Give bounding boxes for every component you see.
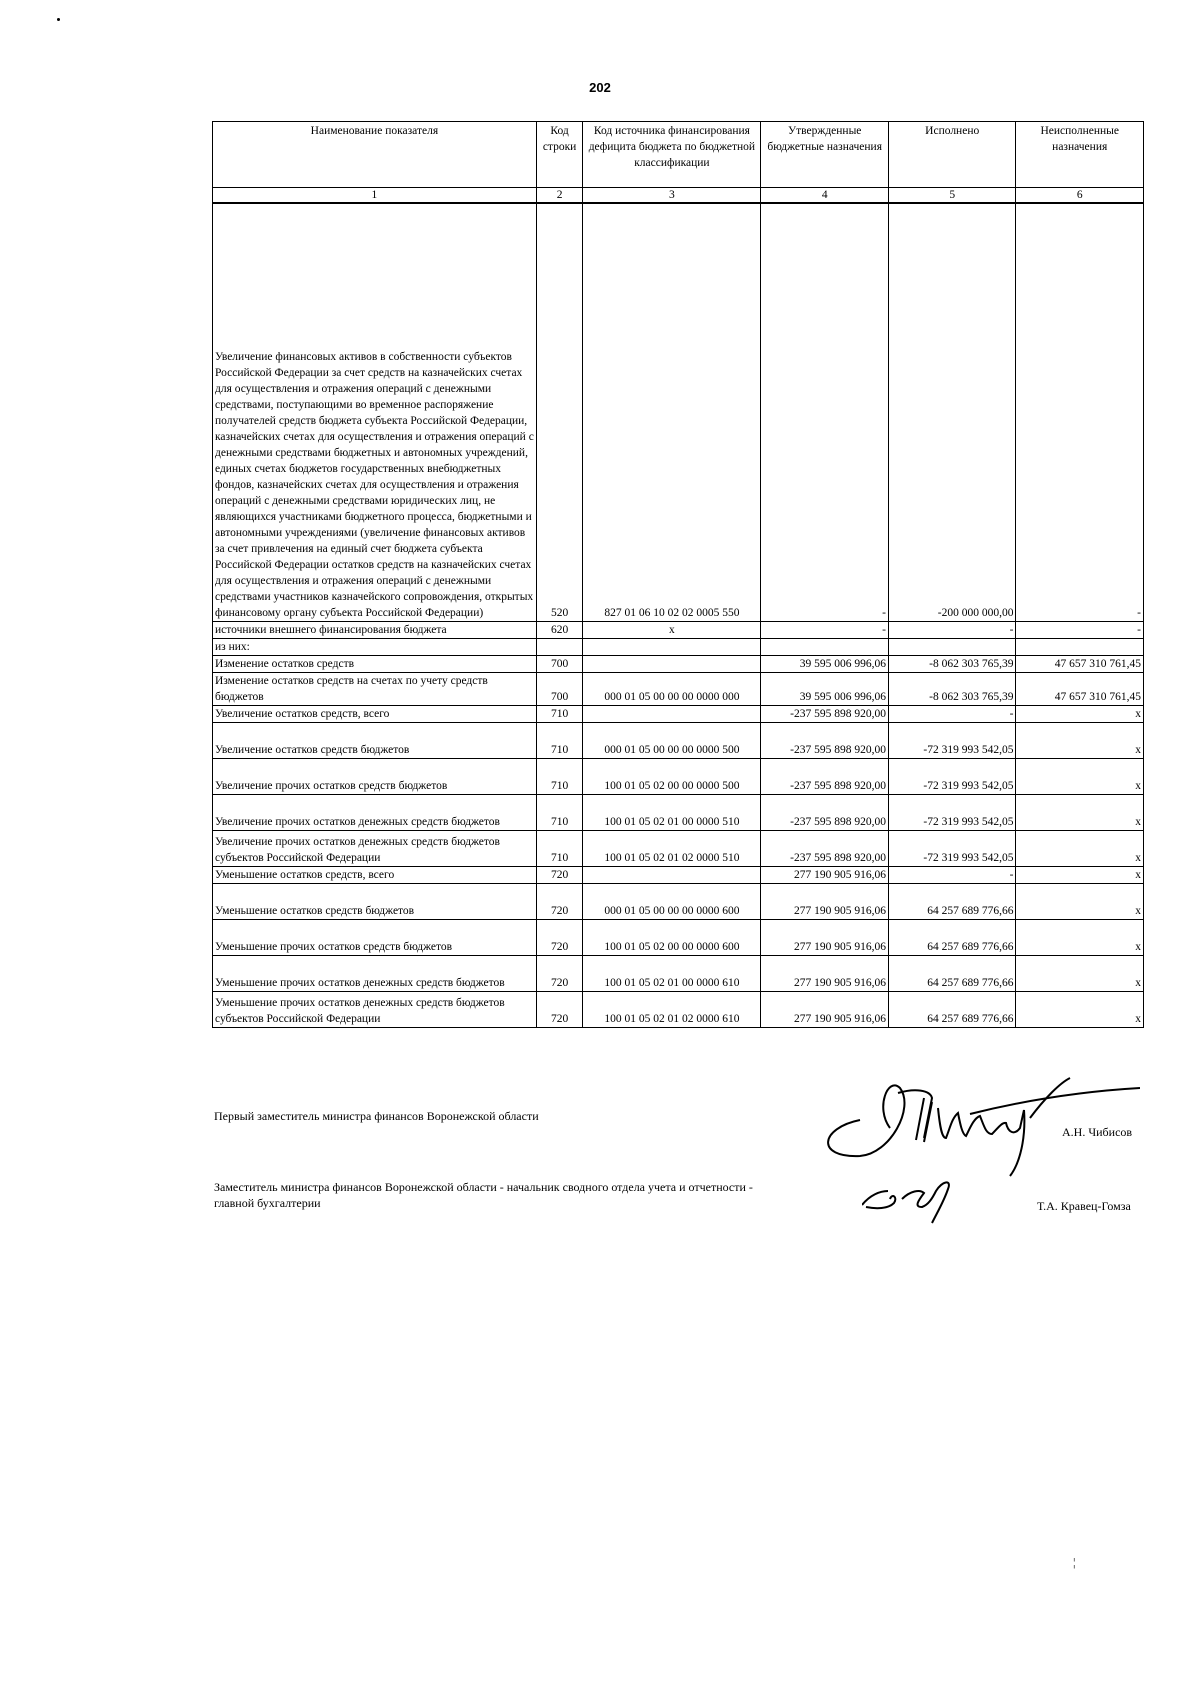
column-number: 2	[536, 188, 583, 204]
row-name: Увеличение прочих остатков средств бюджетов	[213, 758, 537, 794]
report-table	[212, 121, 1144, 1028]
row-executed: 64 257 689 776,66	[888, 883, 1016, 919]
row-name: Увеличение остатков средств, всего	[213, 705, 537, 722]
row-source	[583, 705, 761, 722]
row-code: 720	[536, 991, 583, 1027]
row-unexecuted: x	[1016, 991, 1144, 1027]
row-approved: 277 190 905 916,06	[761, 883, 889, 919]
row-executed: 64 257 689 776,66	[888, 991, 1016, 1027]
header-code: Код строки	[536, 122, 583, 188]
row-code: 710	[536, 705, 583, 722]
scan-dot	[57, 18, 60, 21]
row-source: 000 01 05 00 00 00 0000 500	[583, 722, 761, 758]
row-approved: -	[761, 203, 889, 621]
signature-kravets-gomza	[862, 1177, 972, 1227]
table-row	[213, 705, 1144, 722]
row-executed: -200 000 000,00	[888, 203, 1016, 621]
table-row	[213, 638, 1144, 655]
header-name: Наименование показателя	[213, 122, 537, 188]
row-code: 720	[536, 955, 583, 991]
column-number: 1	[213, 188, 537, 204]
row-executed: -72 319 993 542,05	[888, 758, 1016, 794]
row-approved: -237 595 898 920,00	[761, 758, 889, 794]
page-number: 202	[589, 80, 611, 95]
first-signatory-name: А.Н. Чибисов	[1062, 1125, 1133, 1139]
row-name: Увеличение прочих остатков денежных средств бюджетов	[213, 794, 537, 830]
row-source: x	[583, 621, 761, 638]
row-approved: 277 190 905 916,06	[761, 866, 889, 883]
row-unexecuted: x	[1016, 955, 1144, 991]
row-name: Уменьшение прочих остатков денежных средств бюджетов субъектов Российской Федерации	[213, 991, 537, 1027]
header-executed: Исполнено	[888, 122, 1016, 188]
row-unexecuted: x	[1016, 722, 1144, 758]
table-row	[213, 203, 1144, 621]
row-name: Изменение остатков средств на счетах по учету средств бюджетов	[213, 672, 537, 705]
header-approved: Утвержденные бюджетные назначения	[761, 122, 889, 188]
row-source: 100 01 05 02 01 00 0000 610	[583, 955, 761, 991]
row-unexecuted: x	[1016, 758, 1144, 794]
row-source: 100 01 05 02 00 00 0000 500	[583, 758, 761, 794]
row-approved: -237 595 898 920,00	[761, 705, 889, 722]
row-name: Уменьшение прочих остатков средств бюджетов	[213, 919, 537, 955]
row-code: 520	[536, 203, 583, 621]
row-code: 710	[536, 722, 583, 758]
table-row	[213, 794, 1144, 830]
row-unexecuted: x	[1016, 794, 1144, 830]
row-executed: -72 319 993 542,05	[888, 794, 1016, 830]
corner-mark: ¦	[1073, 1555, 1076, 1569]
row-executed: -8 062 303 765,39	[888, 655, 1016, 672]
row-unexecuted: x	[1016, 830, 1144, 866]
row-approved: -237 595 898 920,00	[761, 722, 889, 758]
row-name: Увеличение финансовых активов в собственности субъектов Российской Федерации за счет средств на казначейских счетах для осуществления и отражения операций с денежными средствами, поступающими во временное распоряжение получателей средств бюджета субъекта Российской Федерации, казначейских счетах для осуществления и отражения операций с денежными средствами бюджетных и автономных учреждений, единых счетах бюджетов государственных внебюджетных фондов, казначейских счетах для осуществления и отражения операций с денежными средствами юридических лиц, не являющихся участниками бюджетного процесса, бюджетными и автономными учреждениями (увеличение финансовых активов за счет привлечения на единый счет бюджета субъекта Российской Федерации остатков средств на казначейских счетах для осуществления и отражения операций с денежными средствами участников казначейского сопровождения, открытых финансовому органу субъекта Российской Федерации)	[215, 350, 534, 619]
row-executed: -8 062 303 765,39	[888, 672, 1016, 705]
row-unexecuted: x	[1016, 883, 1144, 919]
table-row	[213, 672, 1144, 705]
table-row	[213, 758, 1144, 794]
row-approved: 277 190 905 916,06	[761, 919, 889, 955]
row-unexecuted: 47 657 310 761,45	[1016, 672, 1144, 705]
row-code	[536, 638, 583, 655]
row-name-cell	[213, 203, 537, 621]
table-row	[213, 830, 1144, 866]
row-approved: -	[761, 621, 889, 638]
column-number: 4	[761, 188, 889, 204]
row-executed: -72 319 993 542,05	[888, 722, 1016, 758]
table-row	[213, 621, 1144, 638]
row-source: 000 01 05 00 00 00 0000 000	[583, 672, 761, 705]
header-unexecuted: Неисполненные назначения	[1016, 122, 1144, 188]
row-approved: 39 595 006 996,06	[761, 672, 889, 705]
column-number: 3	[583, 188, 761, 204]
row-unexecuted: -	[1016, 621, 1144, 638]
row-name: из них:	[213, 638, 537, 655]
row-source: 827 01 06 10 02 02 0005 550	[583, 203, 761, 621]
row-approved: -237 595 898 920,00	[761, 794, 889, 830]
row-approved: 39 595 006 996,06	[761, 655, 889, 672]
column-number: 5	[888, 188, 1016, 204]
row-name: Уменьшение остатков средств, всего	[213, 866, 537, 883]
row-source: 100 01 05 02 01 02 0000 510	[583, 830, 761, 866]
row-executed	[888, 638, 1016, 655]
row-code: 710	[536, 794, 583, 830]
row-unexecuted: x	[1016, 705, 1144, 722]
row-unexecuted: x	[1016, 866, 1144, 883]
row-name: Изменение остатков средств	[213, 655, 537, 672]
signature-chibisov	[820, 1068, 1140, 1178]
row-executed: 64 257 689 776,66	[888, 919, 1016, 955]
row-unexecuted	[1016, 638, 1144, 655]
row-name: источники внешнего финансирования бюджета	[213, 621, 537, 638]
row-code: 720	[536, 919, 583, 955]
row-executed: -	[888, 705, 1016, 722]
table-row	[213, 866, 1144, 883]
row-approved: 277 190 905 916,06	[761, 991, 889, 1027]
row-executed: 64 257 689 776,66	[888, 955, 1016, 991]
table-row	[213, 991, 1144, 1027]
row-code: 720	[536, 883, 583, 919]
row-code: 700	[536, 672, 583, 705]
row-source	[583, 655, 761, 672]
row-executed: -	[888, 621, 1016, 638]
table-row	[213, 655, 1144, 672]
row-source: 100 01 05 02 01 00 0000 510	[583, 794, 761, 830]
second-signatory-title: Заместитель министра финансов Воронежской области - начальник сводного отдела учета и отчетности - главной бухгалтерии	[214, 1180, 753, 1210]
column-numbers-row	[213, 188, 1144, 204]
header-source: Код источника финансирования дефицита бюджета по бюджетной классификации	[583, 122, 761, 188]
column-number: 6	[1016, 188, 1144, 204]
row-source: 000 01 05 00 00 00 0000 600	[583, 883, 761, 919]
row-source: 100 01 05 02 01 02 0000 610	[583, 991, 761, 1027]
table-row	[213, 955, 1144, 991]
second-signatory-name: Т.А. Кравец-Гомза	[1037, 1199, 1131, 1213]
row-code: 710	[536, 758, 583, 794]
header-row	[213, 122, 1144, 188]
row-name: Уменьшение остатков средств бюджетов	[213, 883, 537, 919]
row-source	[583, 866, 761, 883]
row-approved: 277 190 905 916,06	[761, 955, 889, 991]
row-unexecuted: -	[1016, 203, 1144, 621]
row-approved: -237 595 898 920,00	[761, 830, 889, 866]
first-signatory-title: Первый заместитель министра финансов Воронежской области	[214, 1109, 539, 1123]
row-unexecuted: x	[1016, 919, 1144, 955]
row-code: 710	[536, 830, 583, 866]
row-name: Увеличение остатков средств бюджетов	[213, 722, 537, 758]
row-code: 620	[536, 621, 583, 638]
row-approved	[761, 638, 889, 655]
row-name: Уменьшение прочих остатков денежных средств бюджетов	[213, 955, 537, 991]
row-source	[583, 638, 761, 655]
row-source: 100 01 05 02 00 00 0000 600	[583, 919, 761, 955]
table-row	[213, 919, 1144, 955]
row-name: Увеличение прочих остатков денежных средств бюджетов субъектов Российской Федерации	[213, 830, 537, 866]
row-code: 720	[536, 866, 583, 883]
row-executed: -	[888, 866, 1016, 883]
row-executed: -72 319 993 542,05	[888, 830, 1016, 866]
table-row	[213, 722, 1144, 758]
row-code: 700	[536, 655, 583, 672]
row-unexecuted: 47 657 310 761,45	[1016, 655, 1144, 672]
table-row	[213, 883, 1144, 919]
